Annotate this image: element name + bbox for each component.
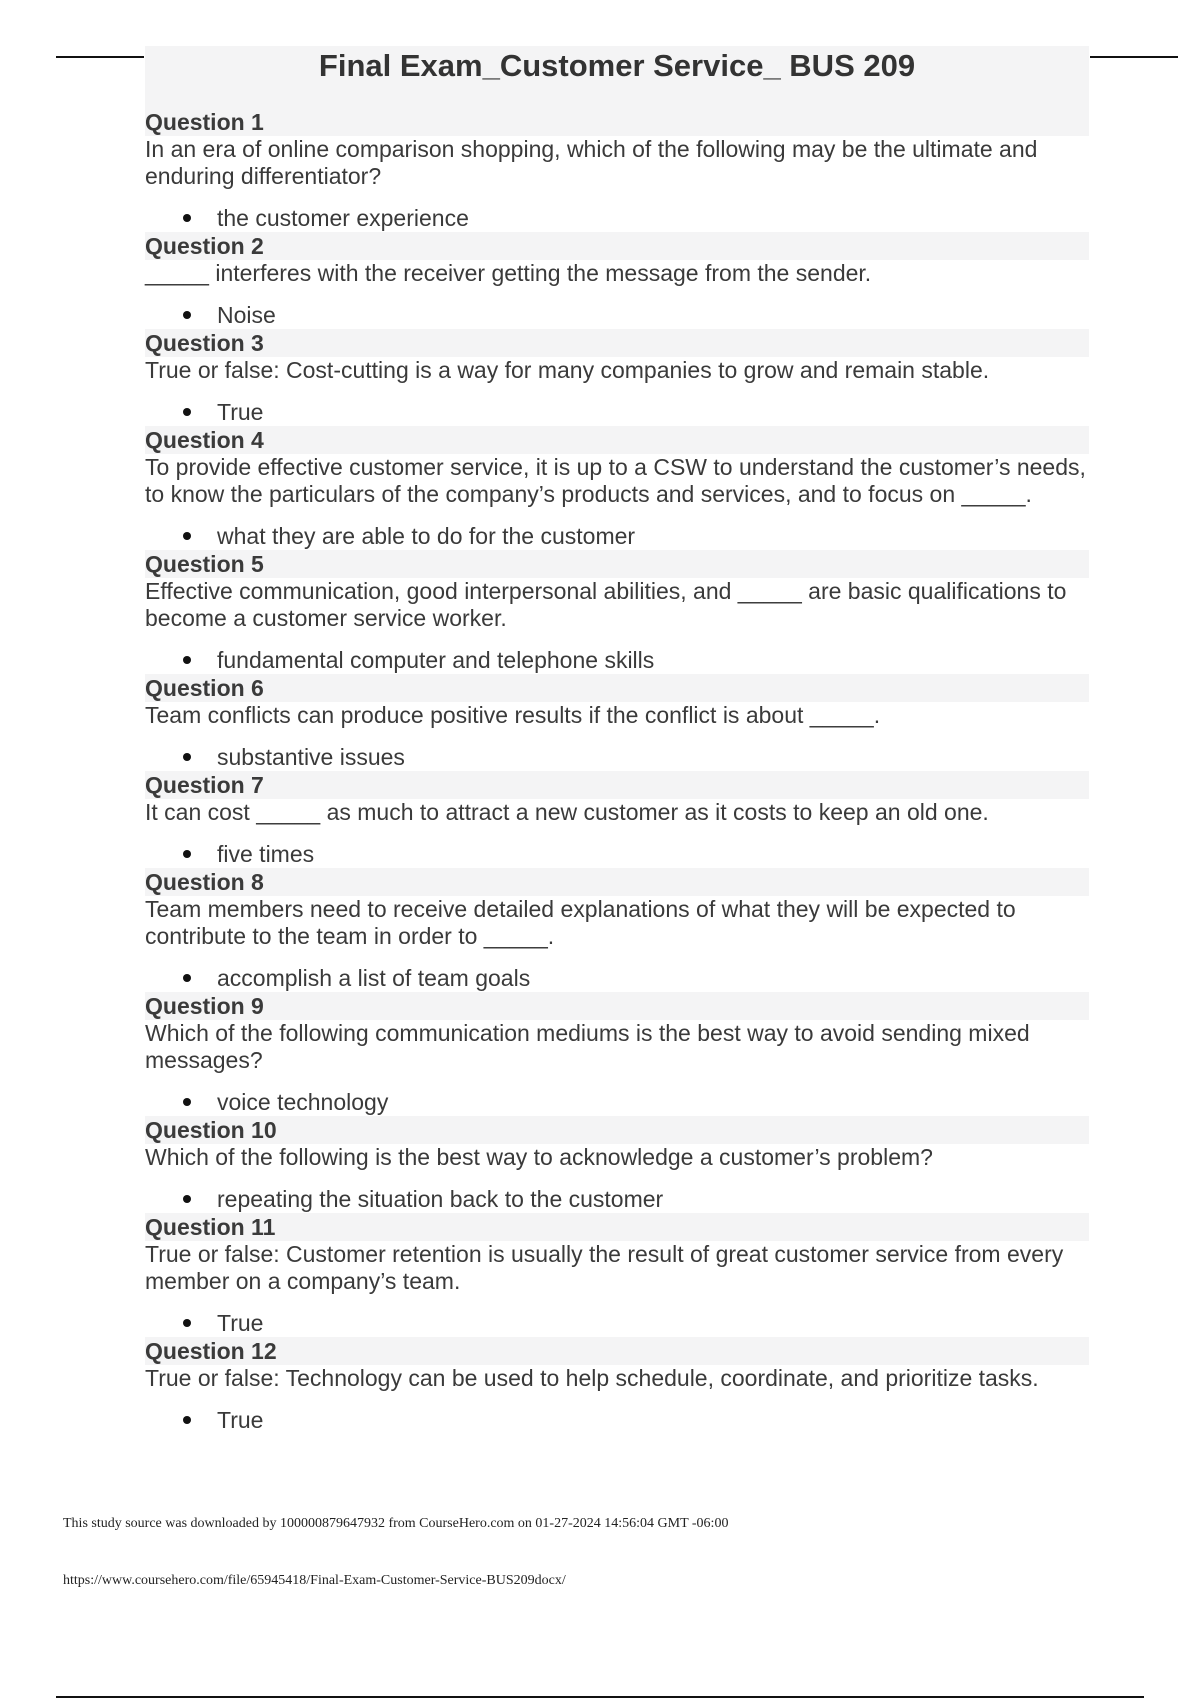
question-1 — [145, 108, 1089, 232]
question-text: _____ interferes with the receiver getting the message from the sender. — [145, 260, 872, 286]
answer-text: the customer experience — [217, 205, 469, 231]
bullet-icon — [183, 214, 191, 222]
question-4 — [145, 426, 1089, 550]
question-text: Team conflicts can produce positive results if the conflict is about _____. — [145, 702, 881, 728]
answer-text: five times — [217, 841, 315, 867]
answer-item — [145, 522, 1089, 550]
question-label: Question 5 — [145, 550, 1089, 578]
question-text: Which of the following communication mediums is the best way to avoid sending mixed messages? — [145, 1020, 1030, 1073]
question-text: It can cost _____ as much to attract a new customer as it costs to keep an old one. — [145, 799, 989, 825]
bullet-icon — [183, 656, 191, 664]
answer-text: voice technology — [217, 1089, 389, 1115]
question-8 — [145, 868, 1089, 992]
answer-item — [145, 1309, 1089, 1337]
question-label: Question 10 — [145, 1116, 1089, 1144]
question-text: Which of the following is the best way to acknowledge a customer’s problem? — [145, 1144, 933, 1170]
question-list — [145, 108, 1089, 1434]
answer-item — [145, 1088, 1089, 1116]
question-text: In an era of online comparison shopping, which of the following may be the ultimate and enduring differentiator? — [145, 136, 1038, 189]
source-url: https://www.coursehero.com/file/65945418/Final-Exam-Customer-Service-BUS209docx/ — [63, 1573, 566, 1588]
answer-item — [145, 204, 1089, 232]
answer-text: accomplish a list of team goals — [217, 965, 531, 991]
question-text: Effective communication, good interpersonal abilities, and _____ are basic qualifications to become a customer service worker. — [145, 578, 1067, 631]
answer-list — [145, 1185, 1089, 1213]
question-label: Question 2 — [145, 232, 1089, 260]
answer-list — [145, 743, 1089, 771]
bullet-icon — [183, 532, 191, 540]
answer-list — [145, 1088, 1089, 1116]
answer-item — [145, 840, 1089, 868]
answer-list — [145, 1406, 1089, 1434]
question-10 — [145, 1116, 1089, 1213]
question-text: To provide effective customer service, it is up to a CSW to understand the customer’s needs, to know the particulars of the company’s products and services, and to focus on _____. — [145, 454, 1086, 507]
answer-list — [145, 646, 1089, 674]
question-text: True or false: Cost-cutting is a way for many companies to grow and remain stable. — [145, 357, 990, 383]
document-title: Final Exam_Customer Service_ BUS 209 — [318, 48, 916, 83]
bullet-icon — [183, 408, 191, 416]
answer-list — [145, 522, 1089, 550]
bullet-icon — [183, 1195, 191, 1203]
question-label: Question 12 — [145, 1337, 1089, 1365]
answer-text: fundamental computer and telephone skills — [217, 647, 655, 673]
answer-item — [145, 646, 1089, 674]
answer-item — [145, 964, 1089, 992]
bullet-icon — [183, 974, 191, 982]
answer-text: repeating the situation back to the customer — [217, 1186, 664, 1212]
question-5 — [145, 550, 1089, 674]
answer-list — [145, 964, 1089, 992]
answer-item — [145, 1406, 1089, 1434]
bullet-icon — [183, 850, 191, 858]
bullet-icon — [183, 753, 191, 761]
bullet-icon — [183, 1416, 191, 1424]
question-3 — [145, 329, 1089, 426]
question-11 — [145, 1213, 1089, 1337]
question-12 — [145, 1337, 1089, 1434]
answer-list — [145, 840, 1089, 868]
question-9 — [145, 992, 1089, 1116]
question-text: Team members need to receive detailed explanations of what they will be expected to contribute to the team in order to _____. — [145, 896, 1016, 949]
question-2 — [145, 232, 1089, 329]
answer-list — [145, 398, 1089, 426]
question-7 — [145, 771, 1089, 868]
bullet-icon — [183, 1098, 191, 1106]
top-left-rule — [56, 56, 144, 58]
answer-item — [145, 1185, 1089, 1213]
answer-list — [145, 1309, 1089, 1337]
question-text: True or false: Customer retention is usually the result of great customer service from every member on a company’s team. — [145, 1241, 1064, 1294]
answer-item — [145, 301, 1089, 329]
bottom-rule — [56, 1696, 1144, 1698]
answer-text: True — [217, 1407, 264, 1433]
answer-text: True — [217, 1310, 264, 1336]
answer-item — [145, 743, 1089, 771]
bullet-icon — [183, 311, 191, 319]
question-label: Question 7 — [145, 771, 1089, 799]
answer-text: True — [217, 399, 264, 425]
top-right-rule — [1090, 56, 1178, 58]
answer-text: substantive issues — [217, 744, 405, 770]
download-note: This study source was downloaded by 100000879647932 from CourseHero.com on 01-27-2024 14:56:04 GMT -06:00 — [63, 1516, 729, 1531]
question-label: Question 6 — [145, 674, 1089, 702]
question-label: Question 1 — [145, 108, 1089, 136]
answer-text: what they are able to do for the customer — [217, 523, 636, 549]
question-text: True or false: Technology can be used to help schedule, coordinate, and prioritize tasks. — [145, 1365, 1039, 1391]
answer-text: Noise — [217, 302, 276, 328]
answer-list — [145, 204, 1089, 232]
question-6 — [145, 674, 1089, 771]
question-label: Question 3 — [145, 329, 1089, 357]
question-label: Question 9 — [145, 992, 1089, 1020]
question-label: Question 11 — [145, 1213, 1089, 1241]
bullet-icon — [183, 1319, 191, 1327]
question-label: Question 4 — [145, 426, 1089, 454]
answer-list — [145, 301, 1089, 329]
answer-item — [145, 398, 1089, 426]
question-label: Question 8 — [145, 868, 1089, 896]
